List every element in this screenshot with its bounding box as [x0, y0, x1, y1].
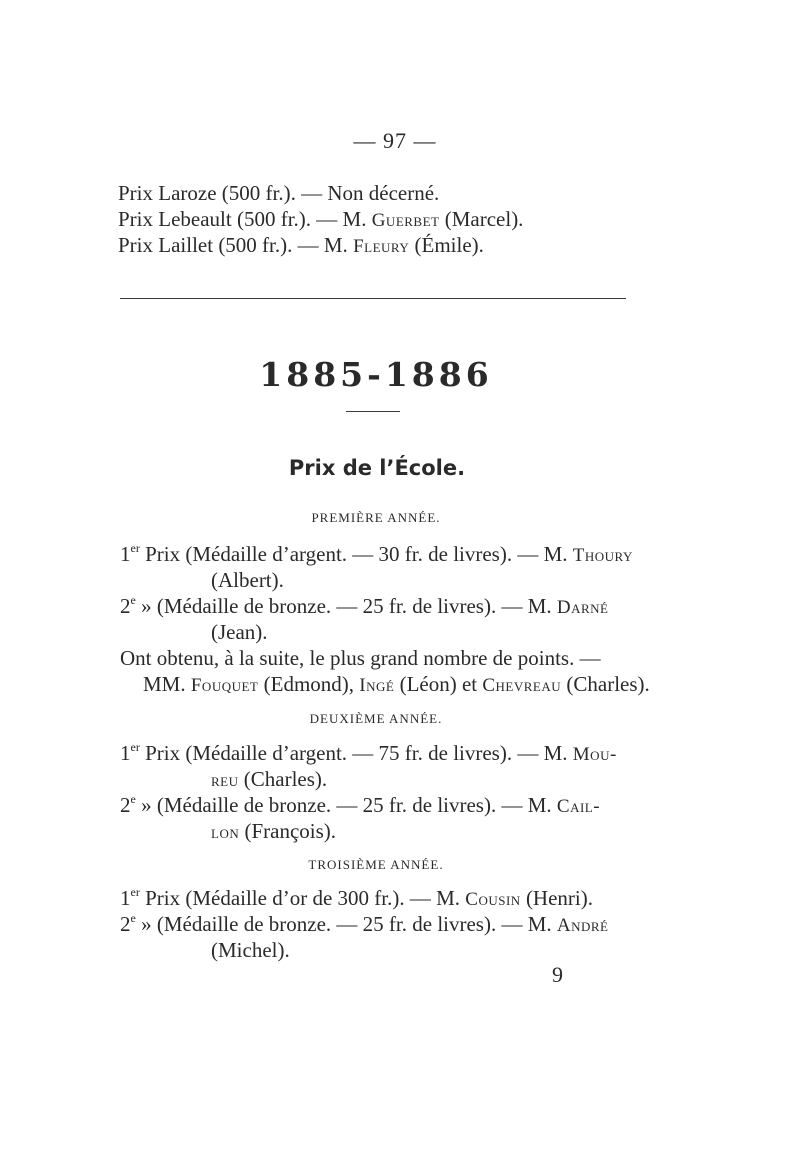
first-year-prize-1 [120, 541, 633, 569]
rank-suffix: e [130, 911, 136, 925]
section-divider [120, 298, 626, 299]
prize-description: » (Médaille de bronze. — 25 fr. de livres). — M. [135, 594, 557, 618]
prize-lebeault-text: Prix Lebeault (500 fr.). — M. [118, 207, 372, 231]
rank-suffix: er [130, 740, 140, 754]
laureate-firstname: (Charles). [238, 767, 328, 791]
second-year-prize-1-cont [211, 766, 327, 794]
laureate-firstname: (Émile). [409, 233, 484, 257]
laureate-name: Darné [556, 597, 609, 618]
laureate-firstname: (Marcel). [439, 207, 524, 231]
rank: 2 [120, 912, 131, 936]
rank: 2 [120, 793, 131, 817]
prize-laroze-line [118, 180, 439, 206]
second-year-heading: DEUXIÈME ANNÉE. [309, 711, 443, 726]
signature-mark: 9 [552, 962, 563, 987]
prize-laroze-text: Prix Laroze (500 fr.). — Non décerné. [118, 181, 440, 205]
rank-suffix: e [130, 792, 136, 806]
laureate-name: Mou- [572, 744, 617, 765]
laureate-name: Fleury [353, 236, 410, 257]
first-year-heading: PREMIÈRE ANNÉE. [311, 510, 441, 525]
laureate-firstname: (Edmond), [258, 672, 360, 696]
second-year-prize-2-cont [211, 818, 336, 846]
rank: 1 [120, 886, 131, 910]
first-year-prize-2 [120, 593, 609, 621]
rank: 1 [120, 741, 131, 765]
laureate-name: Ingé [359, 675, 395, 696]
prize-description: » (Médaille de bronze. — 25 fr. de livres). — M. [135, 912, 557, 936]
rank-suffix: er [130, 885, 140, 899]
prize-description: Prix (Médaille d’or de 300 fr.). — M. [139, 886, 466, 910]
second-year-prize-1 [120, 740, 617, 768]
academic-year-title: 1885-1886 [259, 355, 493, 394]
laureate-name: Thoury [572, 545, 633, 566]
laureate-name: lon [211, 822, 240, 843]
laureate-firstname: (Léon) et [394, 672, 483, 696]
rank: 1 [120, 542, 131, 566]
laureate-name: Guerbet [371, 210, 440, 231]
prize-laillet-text: Prix Laillet (500 fr.). — M. [118, 233, 354, 257]
laureate-name: reu [211, 770, 239, 791]
third-year-heading: TROISIÈME ANNÉE. [308, 857, 444, 872]
first-year-mention-names [143, 671, 650, 699]
prize-description: Prix (Médaille d’argent. — 75 fr. de livres). — M. [139, 741, 573, 765]
laureate-name: Fouquet [190, 675, 259, 696]
section-title: Prix de l’École. [288, 456, 466, 480]
page-number: — 97 — [353, 128, 437, 153]
rank-suffix: e [130, 593, 136, 607]
laureate-name: Cail- [556, 796, 601, 817]
laureate-name: André [556, 915, 609, 936]
laureate-firstname: (Charles). [561, 672, 650, 696]
third-year-prize-2-cont: (Michel). [211, 938, 290, 962]
laureate-firstname: (François). [239, 819, 337, 843]
second-year-prize-2 [120, 792, 600, 820]
third-year-prize-2 [120, 911, 609, 939]
rank-suffix: er [130, 541, 140, 555]
laureate-firstname: (Henri). [520, 886, 593, 910]
laureate-name: Cousin [465, 889, 521, 910]
mention-prefix: MM. [143, 672, 191, 696]
prize-lebeault-line [118, 206, 523, 234]
first-year-prize-1-cont: (Albert). [211, 568, 284, 592]
prize-description: » (Médaille de bronze. — 25 fr. de livres). — M. [135, 793, 557, 817]
third-year-prize-1 [120, 885, 593, 913]
first-year-prize-2-cont: (Jean). [211, 620, 268, 644]
prize-description: Prix (Médaille d’argent. — 30 fr. de livres). — M. [139, 542, 573, 566]
first-year-mention: Ont obtenu, à la suite, le plus grand nombre de points. — [120, 646, 601, 670]
laureate-name: Chevreau [482, 675, 562, 696]
prize-laillet-line [118, 232, 484, 260]
rank: 2 [120, 594, 131, 618]
title-underline [346, 411, 400, 412]
